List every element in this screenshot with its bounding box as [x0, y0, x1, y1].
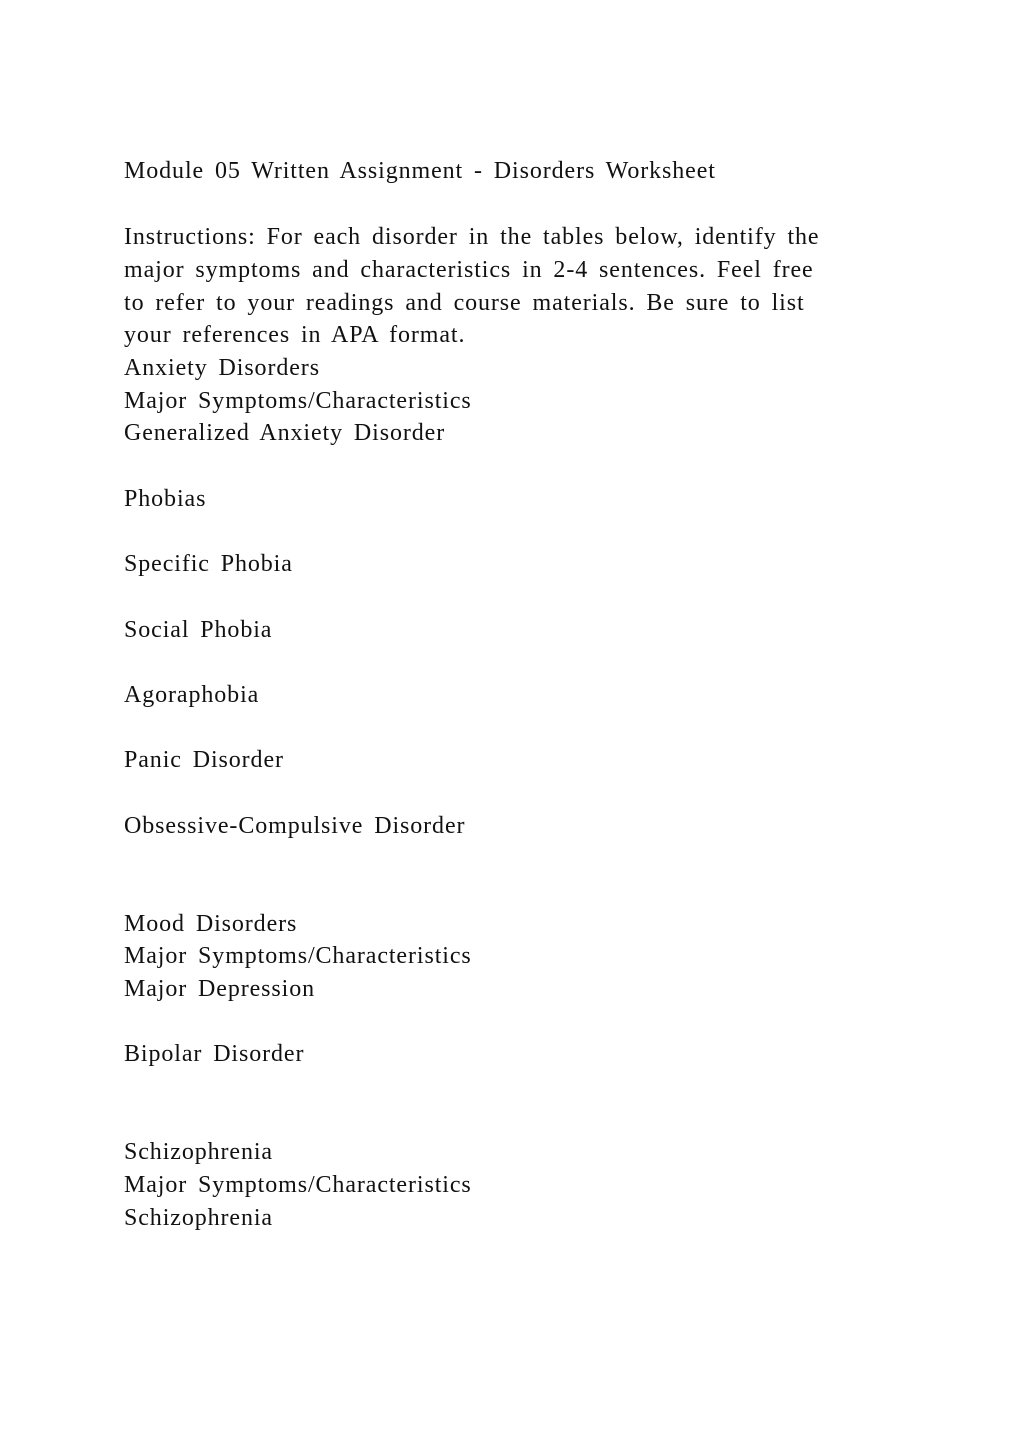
- disorder-item-social-phobia: Social Phobia: [124, 617, 273, 643]
- schizophrenia-section-heading: Schizophrenia: [124, 1139, 273, 1165]
- disorder-item-generalized-anxiety: Generalized Anxiety Disorder: [124, 420, 446, 446]
- schizophrenia-column-label: Major Symptoms/Characteristics: [124, 1172, 472, 1198]
- disorder-item-agoraphobia: Agoraphobia: [124, 682, 260, 708]
- disorder-item-panic-disorder: Panic Disorder: [124, 747, 284, 773]
- anxiety-column-label: Major Symptoms/Characteristics: [124, 388, 472, 414]
- disorder-item-bipolar: Bipolar Disorder: [124, 1041, 305, 1067]
- instructions-line-3: to refer to your readings and course materials. Be sure to list: [124, 290, 805, 316]
- instructions-line-1: Instructions: For each disorder in the tables below, identify the: [124, 224, 820, 250]
- disorder-item-ocd: Obsessive-Compulsive Disorder: [124, 813, 466, 839]
- mood-section-heading: Mood Disorders: [124, 911, 298, 937]
- instructions-line-4: your references in APA format.: [124, 322, 466, 348]
- disorder-item-phobias: Phobias: [124, 486, 207, 512]
- disorder-item-specific-phobia: Specific Phobia: [124, 551, 293, 577]
- instructions-line-2: major symptoms and characteristics in 2-4 sentences. Feel free: [124, 257, 814, 283]
- document-title: Module 05 Written Assignment - Disorders Worksheet: [124, 158, 716, 184]
- disorder-item-schizophrenia: Schizophrenia: [124, 1205, 273, 1231]
- anxiety-section-heading: Anxiety Disorders: [124, 355, 320, 381]
- disorder-item-major-depression: Major Depression: [124, 976, 316, 1002]
- mood-column-label: Major Symptoms/Characteristics: [124, 943, 472, 969]
